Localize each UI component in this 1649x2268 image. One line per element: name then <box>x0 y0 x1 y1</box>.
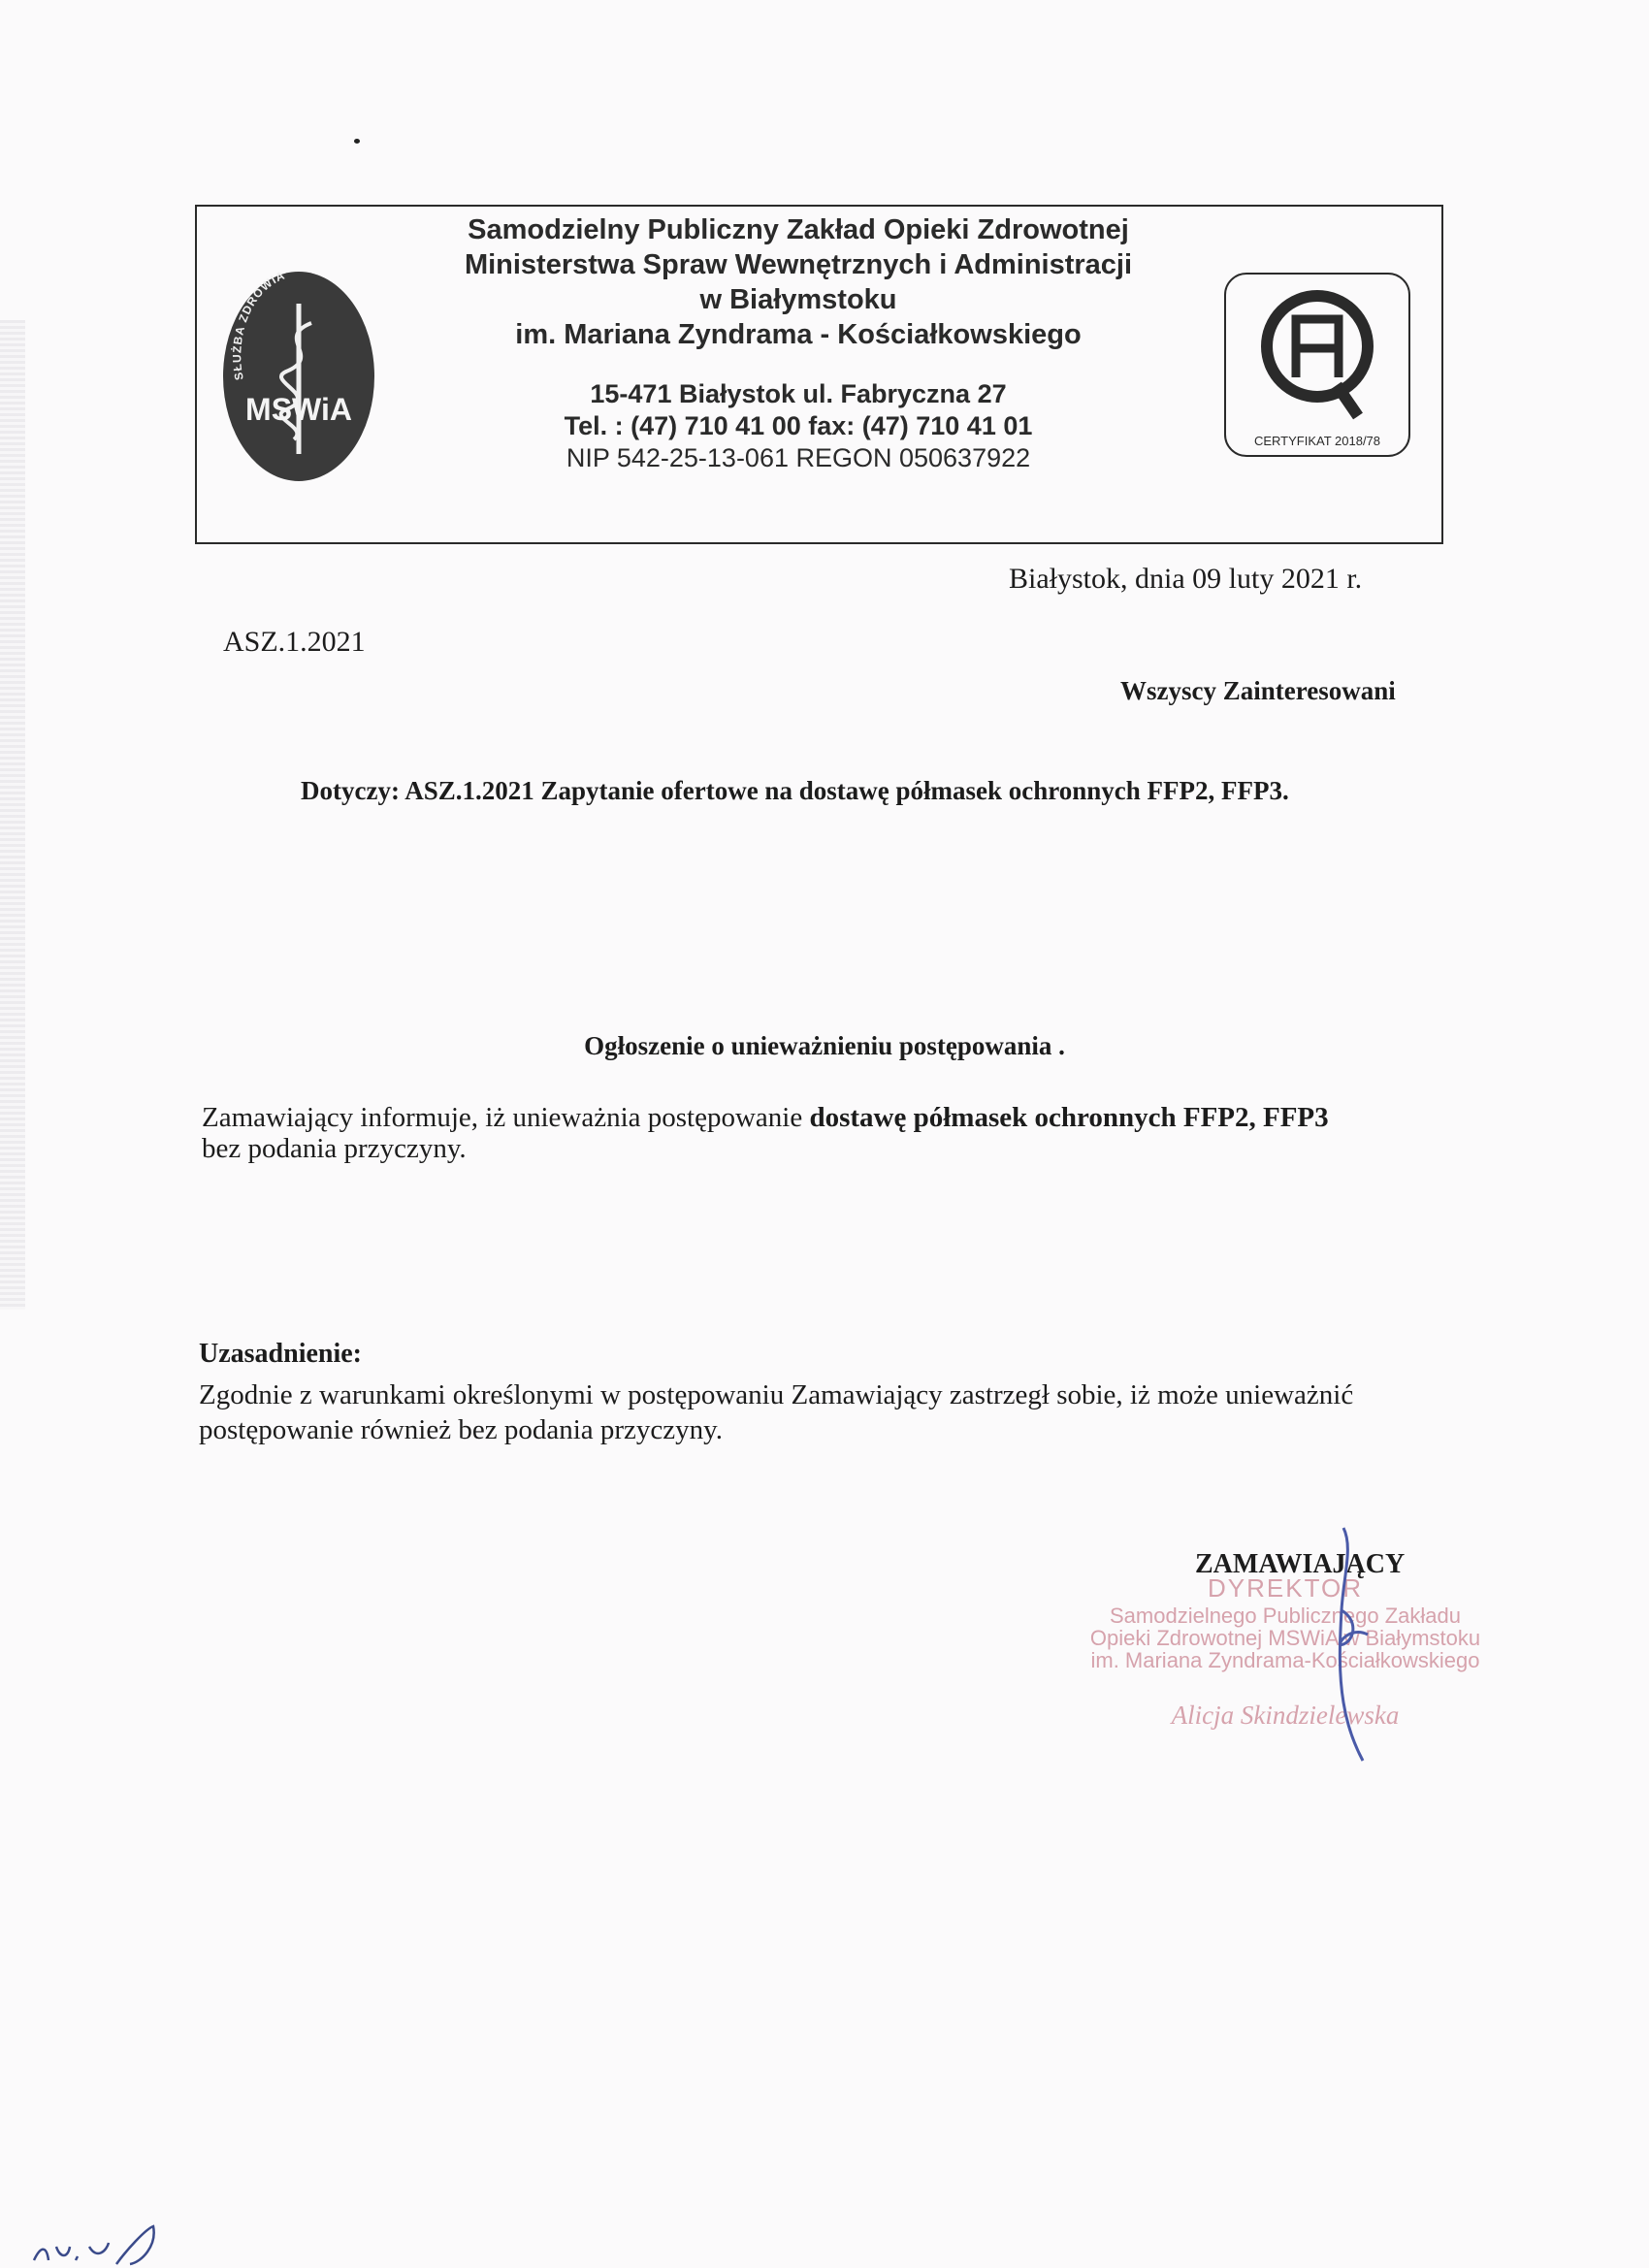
logo-mark-text: MSWiA <box>245 392 352 427</box>
org-address: 15-471 Białystok ul. Fabryczna 27 <box>590 379 1007 408</box>
subject-line <box>301 776 1289 806</box>
letterhead <box>195 205 1443 544</box>
org-name-line-4: im. Mariana Zyndrama - Kościałkowskiego <box>515 319 1082 350</box>
notice-heading: Ogłoszenie o unieważnieniu postępowania . <box>584 1031 1065 1060</box>
reference-number: ASZ.1.2021 <box>223 626 366 658</box>
notice-end: bez podania przyczyny. <box>202 1133 467 1164</box>
scan-edge-artifact <box>0 320 25 1310</box>
org-name-line-3: w Białymstoku <box>699 284 897 315</box>
notice-body <box>202 1102 1329 1164</box>
stamp-signatory-name: Alicja Skindzielewska <box>1171 1701 1400 1730</box>
quality-certificate-logo <box>1222 271 1412 465</box>
scan-speck <box>354 139 360 144</box>
justification-title: Uzasadnienie: <box>199 1339 362 1369</box>
justification-line-1: Zgodnie z warunkami określonymi w postępowaniu Zamawiający zastrzegł sobie, iż może unieważnić <box>199 1379 1354 1410</box>
logo-ring-text: SŁUŻBA ZDROWIA <box>230 268 288 382</box>
stamp-line-3: im. Mariana Zyndrama-Kościałkowskiego <box>1090 1648 1480 1672</box>
director-stamp <box>1052 1571 1518 1731</box>
handwritten-signature <box>1314 1518 1392 1770</box>
mswia-logo-emblem <box>216 265 381 488</box>
justification-line-2: postępowanie również bez podania przyczyny. <box>199 1414 724 1445</box>
notice-intro: Zamawiający informuje, iż unieważnia postępowanie <box>202 1102 810 1133</box>
letterhead-text <box>391 212 1206 475</box>
notice-bold-subject: dostawę półmasek ochronnych FFP2, FFP3 <box>809 1102 1329 1133</box>
signatory-role: ZAMAWIAJĄCY <box>1195 1549 1406 1579</box>
handwritten-initials <box>29 2221 165 2268</box>
subject-label: Dotyczy: <box>301 776 400 805</box>
org-name-line-1: Samodzielny Publiczny Zakład Opieki Zdrowotnej <box>468 214 1129 245</box>
stamp-line-2: Opieki Zdrowotnej MSWiA w Białymstoku <box>1089 1626 1481 1650</box>
org-name-line-2: Ministerstwa Spraw Wewnętrznych i Administracji <box>464 249 1133 280</box>
addressee: Wszyscy Zainteresowani <box>1120 676 1396 705</box>
org-tax-ids: NIP 542-25-13-061 REGON 050637922 <box>566 443 1031 472</box>
date-line: Białystok, dnia 09 luty 2021 r. <box>1009 563 1363 595</box>
stamp-title: DYREKTOR <box>1208 1573 1363 1603</box>
subject-text: ASZ.1.2021 Zapytanie ofertowe na dostawę półmasek ochronnych FFP2, FFP3. <box>399 776 1289 805</box>
stamp-line-1: Samodzielnego Publicznego Zakładu <box>1109 1604 1461 1628</box>
justification-body <box>199 1377 1353 1447</box>
org-phones: Tel. : (47) 710 41 00 fax: (47) 710 41 01 <box>564 411 1033 440</box>
certificate-label: CERTYFIKAT 2018/78 <box>1253 434 1381 448</box>
